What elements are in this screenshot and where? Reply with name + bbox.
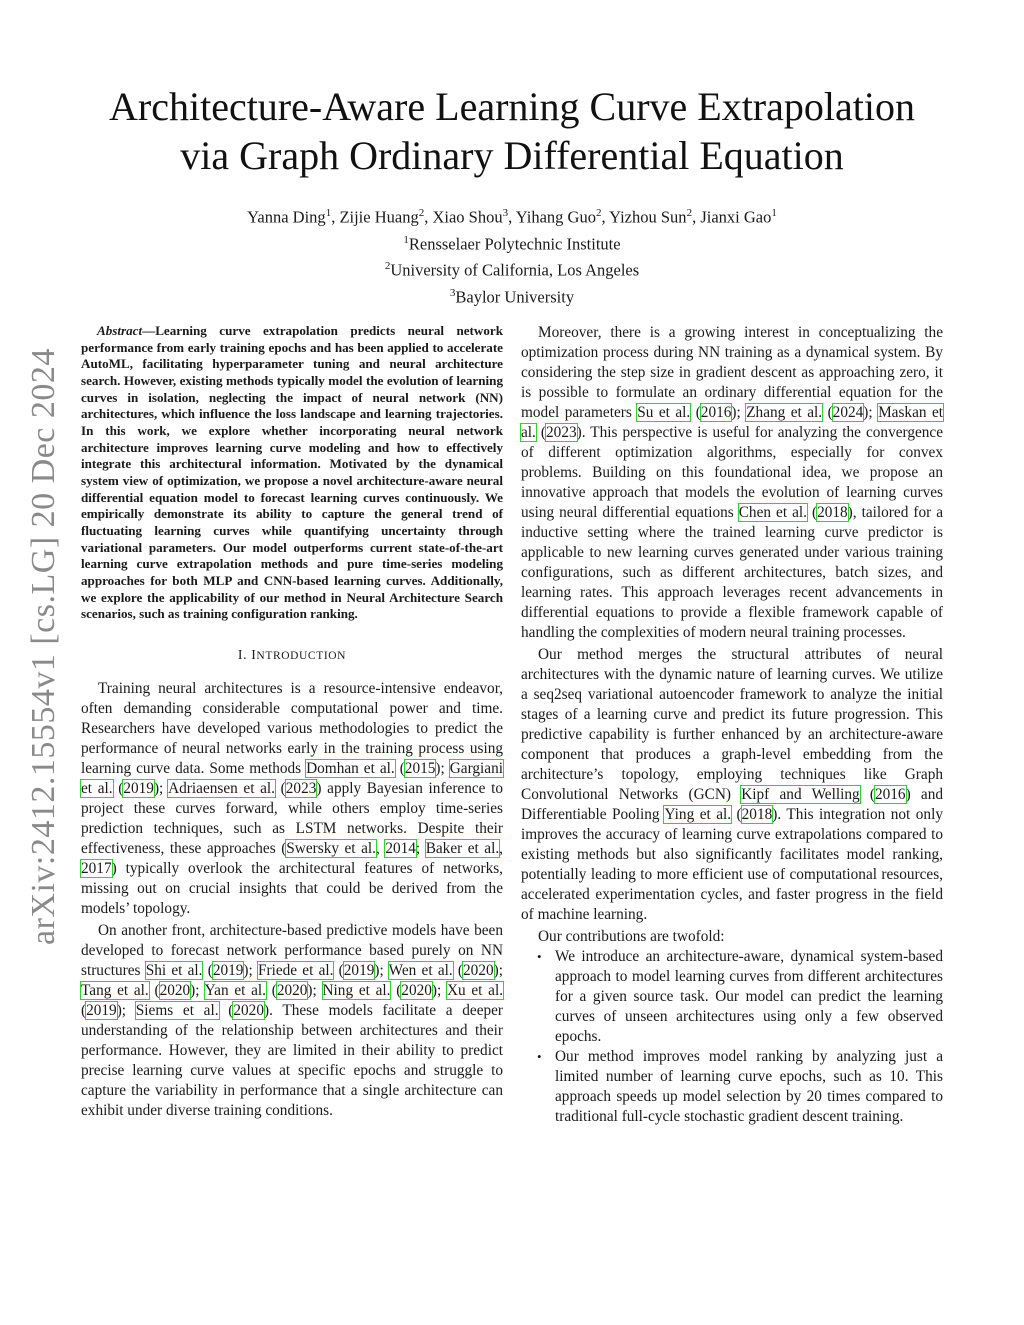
list-item: [521, 1047, 943, 1127]
title-line-2: via Graph Ordinary Differential Equation: [180, 133, 844, 178]
intro-paragraph-5: Our contributions are twofold:: [538, 928, 725, 945]
section-title-initial: I: [251, 646, 257, 662]
paragraph-text: apply Bayesian inference to project these curves forward, while others employ time-series prediction techniques, such as LSTM networks. Despite their effectiveness, these approaches (: [81, 779, 503, 857]
citation-link[interactable]: Zhang et al.: [746, 404, 823, 421]
affiliation-marker: 3: [502, 207, 509, 219]
affiliation-marker: 2: [384, 260, 391, 272]
citation-link[interactable]: Xu et al.: [446, 981, 504, 999]
citation-year-link[interactable]: 2017: [81, 859, 112, 877]
citation-year-link[interactable]: 2018: [817, 504, 848, 521]
citation-link[interactable]: Wen et al.: [388, 961, 453, 979]
affiliation-marker: 1: [325, 207, 332, 219]
affiliation-line: [120, 255, 904, 282]
abstract: [81, 323, 503, 623]
paper-title: [60, 82, 964, 180]
affiliation-marker: 2: [686, 207, 693, 219]
author-name: Yanna Ding: [247, 207, 326, 227]
citation-link[interactable]: Adriaensen et al.: [168, 779, 276, 797]
paragraph-text: . This integration not only improves the accuracy of learning curve extrapolations compared to existing methods but also significantly facilitates model ranking, potentially leading to more efficient use of computational resources, accelerated experimentation cycles, and faster progress in the field of machine learning.: [521, 806, 943, 923]
citation-year-link[interactable]: 2023: [546, 424, 577, 441]
citation-year-link[interactable]: 2016: [700, 404, 732, 421]
citation-year-link[interactable]: 2016: [874, 786, 906, 803]
left-column: [81, 323, 503, 1121]
paragraph-text: Our method merges the structural attributes of neural architectures with the dynamic nature of learning curves. We utilize a seq2seq variational autoencoder framework to analyze the initial stages of a learning curve and predict its future progression. This predictive capability is further enhanced by an architecture-aware component that produces a graph-level embedding from the architecture’s topology, employing techniques like Graph Convolutional Networks (GCN): [521, 646, 943, 803]
citation-link[interactable]: Gargiani et al.: [81, 759, 503, 797]
affiliation-line: [120, 229, 904, 256]
citation-link[interactable]: Shi et al.: [145, 961, 203, 979]
citation-link[interactable]: Domhan et al.: [306, 759, 395, 777]
title-line-1: Architecture-Aware Learning Curve Extrapolation: [109, 84, 915, 129]
contributions-list: [521, 947, 943, 1127]
citation-year-link[interactable]: 2014: [385, 839, 416, 857]
citation-year-link[interactable]: 2024: [832, 404, 864, 421]
citation-year-link[interactable]: 2020: [276, 981, 308, 999]
citation-link[interactable]: Chen et al.: [738, 504, 807, 521]
citation-link[interactable]: Kipf and Welling: [741, 786, 860, 803]
citation-year-link[interactable]: 2020: [159, 981, 191, 999]
citation-link[interactable]: Maskan et al.: [521, 404, 944, 441]
affiliation-marker: 2: [418, 207, 425, 219]
intro-paragraph-2: On another front, architecture-based predictive models have been developed to forecast network performance based purely on NN structures Shi et al. (2019); Friede et al. (2019); Wen et al. (2020); Tang et al. (2020); Yan et al. (2020); Ning et al. (2020); Xu et al. (2019); Siems et al. (2020). These models facilitate a deeper understanding of the relationship between architectures and their performance. However, they are limited in their ability to predict precise learning curve values at specific epochs and struggle to capture the variability in performance that a single architecture can exhibit under diverse training conditions.: [81, 921, 504, 1119]
paragraph-text: Training neural architectures is a resource-intensive endeavor, often demanding considerable computational power and time. Researchers have developed various methodologies to predict the performance of neural networks early in the training process using learning curve data. Some methods: [81, 679, 503, 777]
citation-year-link[interactable]: 2020: [233, 1001, 264, 1019]
affiliation-name: University of California, Los Angeles: [390, 260, 640, 280]
author-name: Yizhou Sun: [609, 207, 687, 227]
paragraph-text: . These models facilitate a deeper understanding of the relationship between architectures and their performance. However, they are limited in their ability to predict precise learning curve values at specific epochs and struggle to capture the variability in performance that a single architecture can exhibit under diverse training conditions.: [81, 1001, 504, 1119]
citation-link[interactable]: Tang et al.: [81, 981, 149, 999]
citation-year-link[interactable]: 2020: [463, 961, 494, 979]
right-column: [521, 323, 943, 1127]
list-item-text: Our method improves model ranking by analyzing just a limited number of learning curve epochs, such as 10. This approach speeds up model selection by 20 times compared to traditional full-cycle stochastic gradient descent training.: [555, 1048, 943, 1125]
author-name: Jianxi Gao: [700, 207, 772, 227]
bullet-icon: •: [537, 1049, 542, 1064]
citation-year-link[interactable]: 2019: [212, 961, 244, 979]
paragraph-text: On another front, architecture-based predictive models have been developed to forecast network performance based purely on NN structures: [81, 921, 503, 979]
paragraph-text: ) typically overlook the architectural features of networks, missing out on crucial insights that could be derived from the models’ topology.: [81, 859, 503, 917]
paragraph-text: Moreover, there is a growing interest in conceptualizing the optimization process during NN training as a dynamical system. By considering the step size in gradient descent as approaching zero, it is possible to formulate an ordinary differential equation for the model parameters: [521, 324, 943, 421]
section-heading-introduction: [81, 645, 503, 666]
citation-link[interactable]: Yan et al.: [204, 981, 266, 999]
affiliation-marker: 1: [771, 207, 777, 219]
intro-paragraph-3: Moreover, there is a growing interest in conceptualizing the optimization process during NN training as a dynamical system. By considering the step size in gradient descent as approaching zero, it is possible to formulate an ordinary differential equation for the model parameters Su et al. (2016); Zhang et al. (2024); Maskan et al. (2023). This perspective is useful for analyzing the convergence of different optimization algorithms, especially for convex problems. Building on this foundational idea, we propose an innovative approach that models the evolution of learning curves using neural differential equations Chen et al. (2018), tailored for a inductive setting where the trained learning curve predictor is applicable to new learning curves generated under various training configurations, such as different architectures, batch sizes, and learning rates. This approach leverages recent advancements in differential equations to provide a flexible framework capable of handling the complexities of modern neural training processes.: [521, 324, 944, 641]
author-name: Yihang Guo: [515, 207, 596, 227]
abstract-label: Abstract: [97, 323, 143, 338]
author-name: Zijie Huang: [339, 207, 419, 227]
section-number: I.: [237, 646, 248, 662]
author-name: Xiao Shou: [432, 207, 503, 227]
paragraph-text: and Differentiable Pooling: [521, 786, 944, 823]
arxiv-identifier-stamp[interactable]: arXiv:2412.15554v1 [cs.LG] 20 Dec 2024: [25, 348, 62, 945]
affiliation-marker: 3: [449, 286, 456, 299]
citation-year-link[interactable]: 2023: [285, 779, 317, 797]
section-title-rest: NTRODUCTION: [256, 649, 347, 662]
author-list: Yanna Ding$^1$, Zijie Huang$^2$, Xiao Shou$^3$, Yihang Guo$^2$, Yizhou Sun$^2$, Jianxi Gao$^1$: [247, 207, 777, 227]
bullet-icon: •: [537, 949, 542, 964]
paragraph-text: , tailored for a inductive setting where the trained learning curve predictor is applicable to new learning curves generated under various training configurations, such as different architectures, batch sizes, and learning rates. This approach leverages recent advancements in differential equations to provide a flexible framework capable of handling the complexities of modern neural training processes.: [521, 504, 943, 641]
citation-year-link[interactable]: 2020: [401, 981, 432, 999]
citation-year-link[interactable]: 2015: [404, 759, 436, 777]
citation-link[interactable]: Friede et al.: [257, 961, 334, 979]
citation-link[interactable]: Siems et al.: [135, 1001, 219, 1019]
intro-paragraph-4: Our method merges the structural attributes of neural architectures with the dynamic nature of learning curves. We utilize a seq2seq variational autoencoder framework to analyze the initial stages of a learning curve and predict its future progression. This predictive capability is further enhanced by an architecture-aware component that produces a graph-level embedding from the architecture’s topology, employing techniques like Graph Convolutional Networks (GCN) Kipf and Welling (2016) and Differentiable Pooling Ying et al. (2018). This integration not only improves the accuracy of learning curve extrapolations compared to existing methods but also significantly facilitates model ranking, potentially leading to more efficient use of computational resources, accelerated experimentation cycles, and faster progress in the field of machine learning.: [521, 646, 944, 923]
affiliation-marker: 2: [595, 207, 602, 219]
citation-year-link[interactable]: 2019: [86, 1001, 117, 1019]
affiliation-line: [120, 282, 904, 309]
list-item: [521, 947, 943, 1047]
list-item-text: We introduce an architecture-aware, dynamical system-based approach to model learning curves from different architectures for a given source task. Our model can predict the learning curves of unseen architectures using only a few observed epochs.: [555, 948, 943, 1045]
abstract-text: —Learning curve extrapolation predicts neural network performance from early training epochs and has been applied to accelerate AutoML, facilitating hyperparameter tuning and neural architecture search. However, existing methods typically model the evolution of learning curves in isolation, neglecting the impact of neural network (NN) architectures, which influence the loss landscape and learning trajectories. In this work, we explore whether incorporating neural network architecture improves learning curve modeling and how to effectively integrate this architectural information. Motivated by the dynamical system view of optimization, we propose a novel architecture-aware neural differential equation model to forecast learning curves continuously. We empirically demonstrate its ability to capture the general trend of fluctuating learning curves while quantifying uncertainty through variational parameters. Our model outperforms current state-of-the-art learning curve extrapolation methods and pure time-series modeling approaches for both MLP and CNN-based learning curves. Additionally, we explore the applicability of our method in Neural Architecture Search scenarios, such as training configuration ranking.: [81, 323, 503, 622]
paragraph-text: . This perspective is useful for analyzing the convergence of different optimization algorithms, especially for convex problems. Building on this foundational idea, we propose an innovative approach that models the evolution of learning curves using neural differential equations: [521, 424, 943, 521]
affiliation-name: Baylor University: [455, 287, 575, 306]
citation-link[interactable]: Swersky et al.: [286, 839, 376, 857]
citation-link[interactable]: Ning et al.: [322, 981, 391, 999]
citation-year-link[interactable]: 2019: [123, 779, 154, 797]
citation-link[interactable]: Baker et al.: [425, 839, 500, 857]
affiliation-name: Rensselaer Polytechnic Institute: [408, 234, 621, 253]
author-block: [120, 202, 904, 308]
citation-link[interactable]: Ying et al.: [664, 806, 732, 823]
citation-year-link[interactable]: 2018: [741, 806, 773, 823]
citation-year-link[interactable]: 2019: [343, 961, 375, 979]
affiliation-marker: 1: [403, 233, 409, 246]
citation-link[interactable]: Su et al.: [637, 404, 691, 421]
intro-paragraph-1: Training neural architectures is a resource-intensive endeavor, often demanding considerable computational power and time. Researchers have developed various methodologies to predict the performance of neural networks early in the training process using learning curve data. Some methods Domhan et al. (2015); Gargiani et al. (2019); Adriaensen et al. (2023) apply Bayesian inference to project these curves forward, while others employ time-series prediction techniques, such as LSTM networks. Despite their effectiveness, these approaches (Swersky et al., 2014; Baker et al., 2017) typically overlook the architectural features of networks, missing out on crucial insights that could be derived from the models’ topology.: [81, 679, 503, 917]
